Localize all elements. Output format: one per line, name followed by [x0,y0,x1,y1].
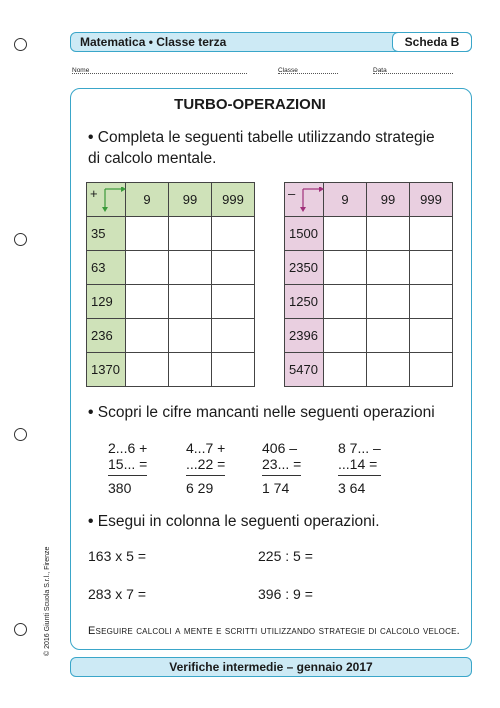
row-header: 35 [87,217,126,251]
missing-digit-op [338,440,381,496]
page-title: TURBO-OPERAZIONI [174,96,326,113]
row-header: 63 [87,251,126,285]
answer-cell[interactable] [410,353,453,387]
copyright-text: © 2016 Giunti Scuola S.r.l., Firenze [44,546,51,656]
answer-cell[interactable] [367,251,410,285]
answer-cell[interactable] [324,353,367,387]
row-header: 5470 [285,353,324,387]
instruction-3 [88,511,380,532]
answer-cell[interactable] [324,217,367,251]
subtraction-corner [285,183,324,217]
row-header: 2350 [285,251,324,285]
column-op: 283 x 7 = [88,586,146,602]
row-header: 1500 [285,217,324,251]
header-bar [70,32,472,52]
answer-cell[interactable] [367,217,410,251]
answer-cell[interactable] [169,285,212,319]
arrows-icon [295,187,325,213]
bullet-icon: • [88,513,94,530]
col-header: 999 [212,183,255,217]
column-op: 396 : 9 = [258,586,313,602]
date-label: Data [373,67,387,74]
answer-cell[interactable] [126,353,169,387]
name-field[interactable] [72,67,247,74]
answer-cell[interactable] [126,217,169,251]
col-header: 99 [367,183,410,217]
op-result: 3 64 [338,475,381,496]
answer-cell[interactable] [410,285,453,319]
answer-cell[interactable] [410,251,453,285]
answer-cell[interactable] [324,319,367,353]
minus-operator: – [288,186,296,201]
answer-cell[interactable] [212,217,255,251]
op-line-a: 2...6 + [108,440,148,456]
addition-table [86,182,255,387]
col-header: 9 [324,183,367,217]
addition-corner [87,183,126,217]
answer-cell[interactable] [169,251,212,285]
answer-cell[interactable] [126,285,169,319]
answer-cell[interactable] [169,217,212,251]
column-op: 225 : 5 = [258,548,313,564]
missing-digit-op [108,440,147,496]
row-header: 1250 [285,285,324,319]
op-line-a: 4...7 + [186,440,226,456]
op-result: 380 [108,475,147,496]
instruction-2 [88,402,435,423]
row-header: 2396 [285,319,324,353]
op-line-b: 23... = [262,456,302,472]
answer-cell[interactable] [169,353,212,387]
answer-cell[interactable] [212,251,255,285]
row-header: 1370 [87,353,126,387]
answer-cell[interactable] [169,319,212,353]
answer-cell[interactable] [324,251,367,285]
instruction-1 [88,127,435,169]
instruction-1-line2: di calcolo mentale. [88,150,217,167]
class-field[interactable] [278,67,338,74]
name-label: Nome [72,67,90,74]
date-field[interactable] [373,67,453,74]
op-line-a: 406 – [262,440,298,456]
op-line-b: ...14 = [338,456,378,472]
col-header: 99 [169,183,212,217]
answer-cell[interactable] [126,251,169,285]
binder-hole [14,623,27,636]
missing-digit-op [262,440,301,496]
col-header: 999 [410,183,453,217]
plus-operator: + [90,186,98,201]
binder-hole [14,38,27,51]
row-header: 236 [87,319,126,353]
objective-note: Eseguire calcoli a mente e scritti utilizzando strategie di calcolo veloce. [88,625,460,637]
row-header: 129 [87,285,126,319]
answer-cell[interactable] [367,319,410,353]
answer-cell[interactable] [410,217,453,251]
class-label: Classe [278,67,298,74]
answer-cell[interactable] [126,319,169,353]
answer-cell[interactable] [410,319,453,353]
op-line-b: ...22 = [186,456,226,472]
answer-cell[interactable] [324,285,367,319]
answer-cell[interactable] [212,285,255,319]
subtraction-table [284,182,453,387]
binder-hole [14,428,27,441]
col-header: 9 [126,183,169,217]
bullet-icon: • [88,129,94,146]
instruction-2-text: Scopri le cifre mancanti nelle seguenti operazioni [97,404,435,421]
op-result: 1 74 [262,475,301,496]
column-op: 163 x 5 = [88,548,146,564]
instruction-1-line1: Completa le seguenti tabelle utilizzando strategie [97,129,435,146]
instruction-3-text: Esegui in colonna le seguenti operazioni. [97,513,380,530]
subject-label: Matematica • Classe terza [80,35,227,49]
answer-cell[interactable] [367,353,410,387]
binder-hole [14,233,27,246]
missing-digit-op [186,440,225,496]
answer-cell[interactable] [367,285,410,319]
op-line-b: 15... = [108,456,148,472]
footer-bar: Verifiche intermedie – gennaio 2017 [70,657,472,677]
arrows-icon [97,187,127,213]
sheet-label: Scheda B [392,32,472,52]
bullet-icon: • [88,404,94,421]
answer-cell[interactable] [212,353,255,387]
op-line-a: 8 7... – [338,440,381,456]
op-result: 6 29 [186,475,225,496]
answer-cell[interactable] [212,319,255,353]
